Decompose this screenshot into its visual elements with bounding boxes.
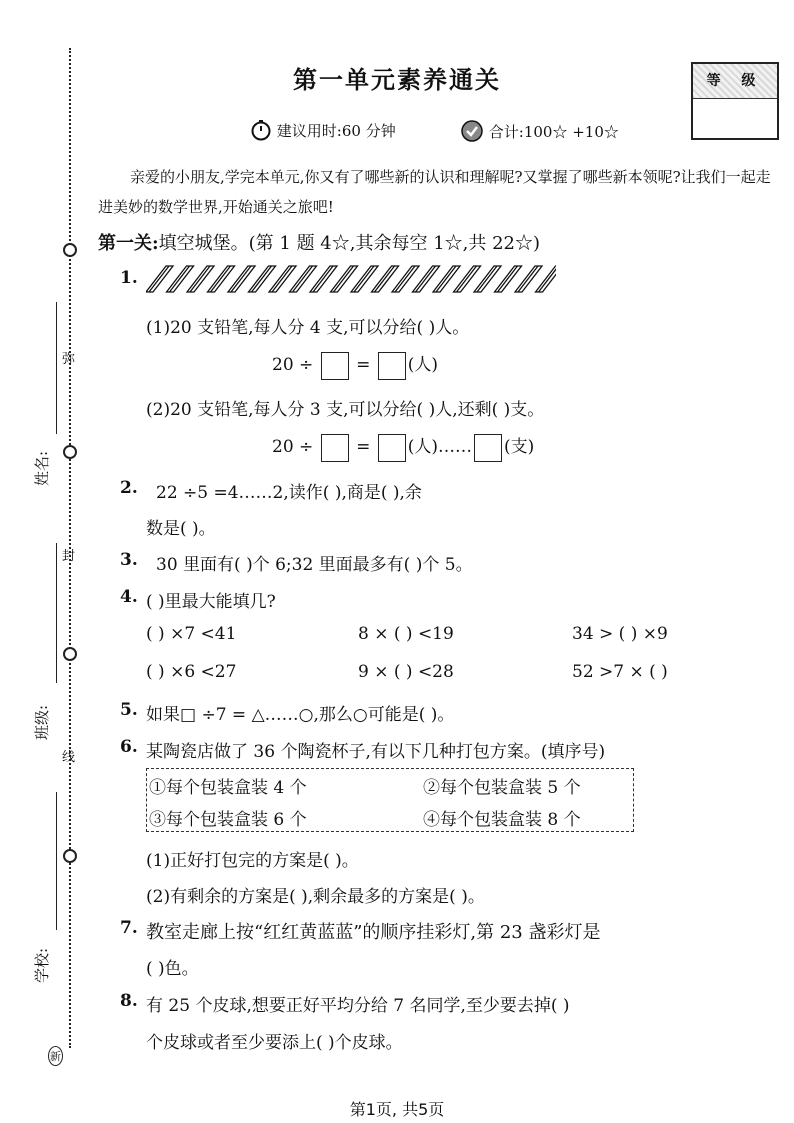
eq-text: 20 ÷ [272, 437, 314, 457]
q6-option-1: ①每个包装盒装 4 个 [149, 778, 307, 798]
eq-text: 20 ÷ [272, 355, 314, 375]
q4-text: ( )里最大能填几? [146, 592, 276, 612]
page-footer: 第1页, 共5页 [349, 1100, 445, 1119]
q6-number: 6. [120, 737, 138, 757]
time-text: 建议用时:60 分钟 [276, 122, 396, 140]
q6-sub1: (1)正好打包完的方案是( )。 [146, 851, 359, 871]
q4-number: 4. [120, 587, 138, 607]
binding-ring [63, 243, 77, 257]
answer-box[interactable] [378, 434, 406, 462]
stopwatch-icon [250, 119, 272, 141]
q8-line1: 有 25 个皮球,想要正好平均分给 7 名同学,至少要去掉( ) [146, 996, 570, 1016]
eq-text: (支) [504, 437, 535, 457]
total-info [460, 119, 619, 143]
q5-number: 5. [120, 700, 138, 720]
q8-line2: 个皮球或者至少要添上( )个皮球。 [146, 1033, 403, 1053]
q4-r1-c: 34 > ( ) ×9 [572, 624, 668, 644]
q2-number: 2. [120, 478, 138, 498]
margin-mi: 弥 [62, 352, 76, 367]
answer-box[interactable] [321, 352, 349, 380]
q1-number: 1. [120, 268, 138, 288]
eq-text: = [356, 355, 371, 375]
q3-text: 30 里面有( )个 6;32 里面最多有( )个 5。 [156, 555, 473, 575]
q4-r2-c: 52 >7 × ( ) [572, 662, 668, 682]
intro-paragraph: 亲爱的小朋友,学完本单元,你又有了哪些新的认识和理解呢?又掌握了哪些新本领呢?让我们一起走进美妙的数学世界,开始通关之旅吧! [98, 168, 771, 216]
total-text: 合计:100☆ +10☆ [488, 123, 619, 141]
q1-part1: (1)20 支铅笔,每人分 4 支,可以分给( )人。 [146, 318, 470, 338]
page-title: 第一单元素养通关 [293, 65, 501, 94]
grade-box [691, 62, 779, 140]
grade-label: 等 级 [693, 64, 777, 99]
eq-text: (人) [407, 355, 439, 375]
margin-feng: 封 [62, 549, 76, 564]
section-heading [98, 229, 540, 255]
q6-options-box [146, 768, 634, 832]
q4-r1-a: ( ) ×7 <41 [146, 624, 237, 644]
eq-text: = [356, 437, 371, 457]
q6-text: 某陶瓷店做了 36 个陶瓷杯子,有以下几种打包方案。(填序号) [146, 742, 606, 762]
q6-option-4: ④每个包装盒装 8 个 [423, 810, 581, 830]
section-head: 第一关: [98, 233, 159, 254]
q6-option-3: ③每个包装盒装 6 个 [149, 810, 307, 830]
section-text: 填空城堡。(第 1 题 4☆,其余每空 1☆,共 22☆) [158, 233, 541, 254]
q7-number: 7. [120, 918, 138, 938]
school-label: 学校: [33, 947, 52, 984]
margin-xian: 线 [62, 750, 76, 765]
name-label: 姓名: [33, 450, 52, 487]
answer-box[interactable] [474, 434, 502, 462]
eq-text: (人)…… [407, 437, 473, 457]
q2-line1: 22 ÷5 =4……2,读作( ),商是( ),余 [156, 483, 422, 503]
q4-r2-b: 9 × ( ) <28 [358, 662, 454, 682]
name-write-line [56, 302, 57, 434]
q4-r2-a: ( ) ×6 <27 [146, 662, 237, 682]
pencils-illustration [146, 264, 556, 294]
q2-line2: 数是( )。 [146, 519, 216, 539]
answer-box[interactable] [321, 434, 349, 462]
q1-part2: (2)20 支铅笔,每人分 3 支,可以分给( )人,还剩( )支。 [146, 400, 545, 420]
margin-xin: 新 [48, 1046, 63, 1066]
class-write-line [56, 543, 57, 683]
q4-r1-b: 8 × ( ) <19 [358, 624, 454, 644]
q7-line2: ( )色。 [146, 959, 199, 979]
q7-line1: 教室走廊上按“红红黄蓝蓝”的顺序挂彩灯,第 23 盏彩灯是 [146, 922, 601, 943]
answer-box[interactable] [378, 352, 406, 380]
q3-number: 3. [120, 550, 138, 570]
q8-number: 8. [120, 991, 138, 1011]
q1-equation2 [272, 432, 534, 462]
class-label: 班级: [33, 704, 52, 741]
time-info [250, 119, 396, 141]
check-badge-icon [460, 119, 484, 143]
binding-ring [63, 849, 77, 863]
binding-ring [63, 647, 77, 661]
q6-option-2: ②每个包装盒装 5 个 [423, 778, 581, 798]
q6-sub2: (2)有剩余的方案是( ),剩余最多的方案是( )。 [146, 887, 485, 907]
q1-equation1 [272, 350, 438, 380]
binding-ring [63, 445, 77, 459]
q5-text: 如果□ ÷7 = △……○,那么○可能是( )。 [146, 705, 455, 725]
school-write-line [56, 792, 57, 930]
